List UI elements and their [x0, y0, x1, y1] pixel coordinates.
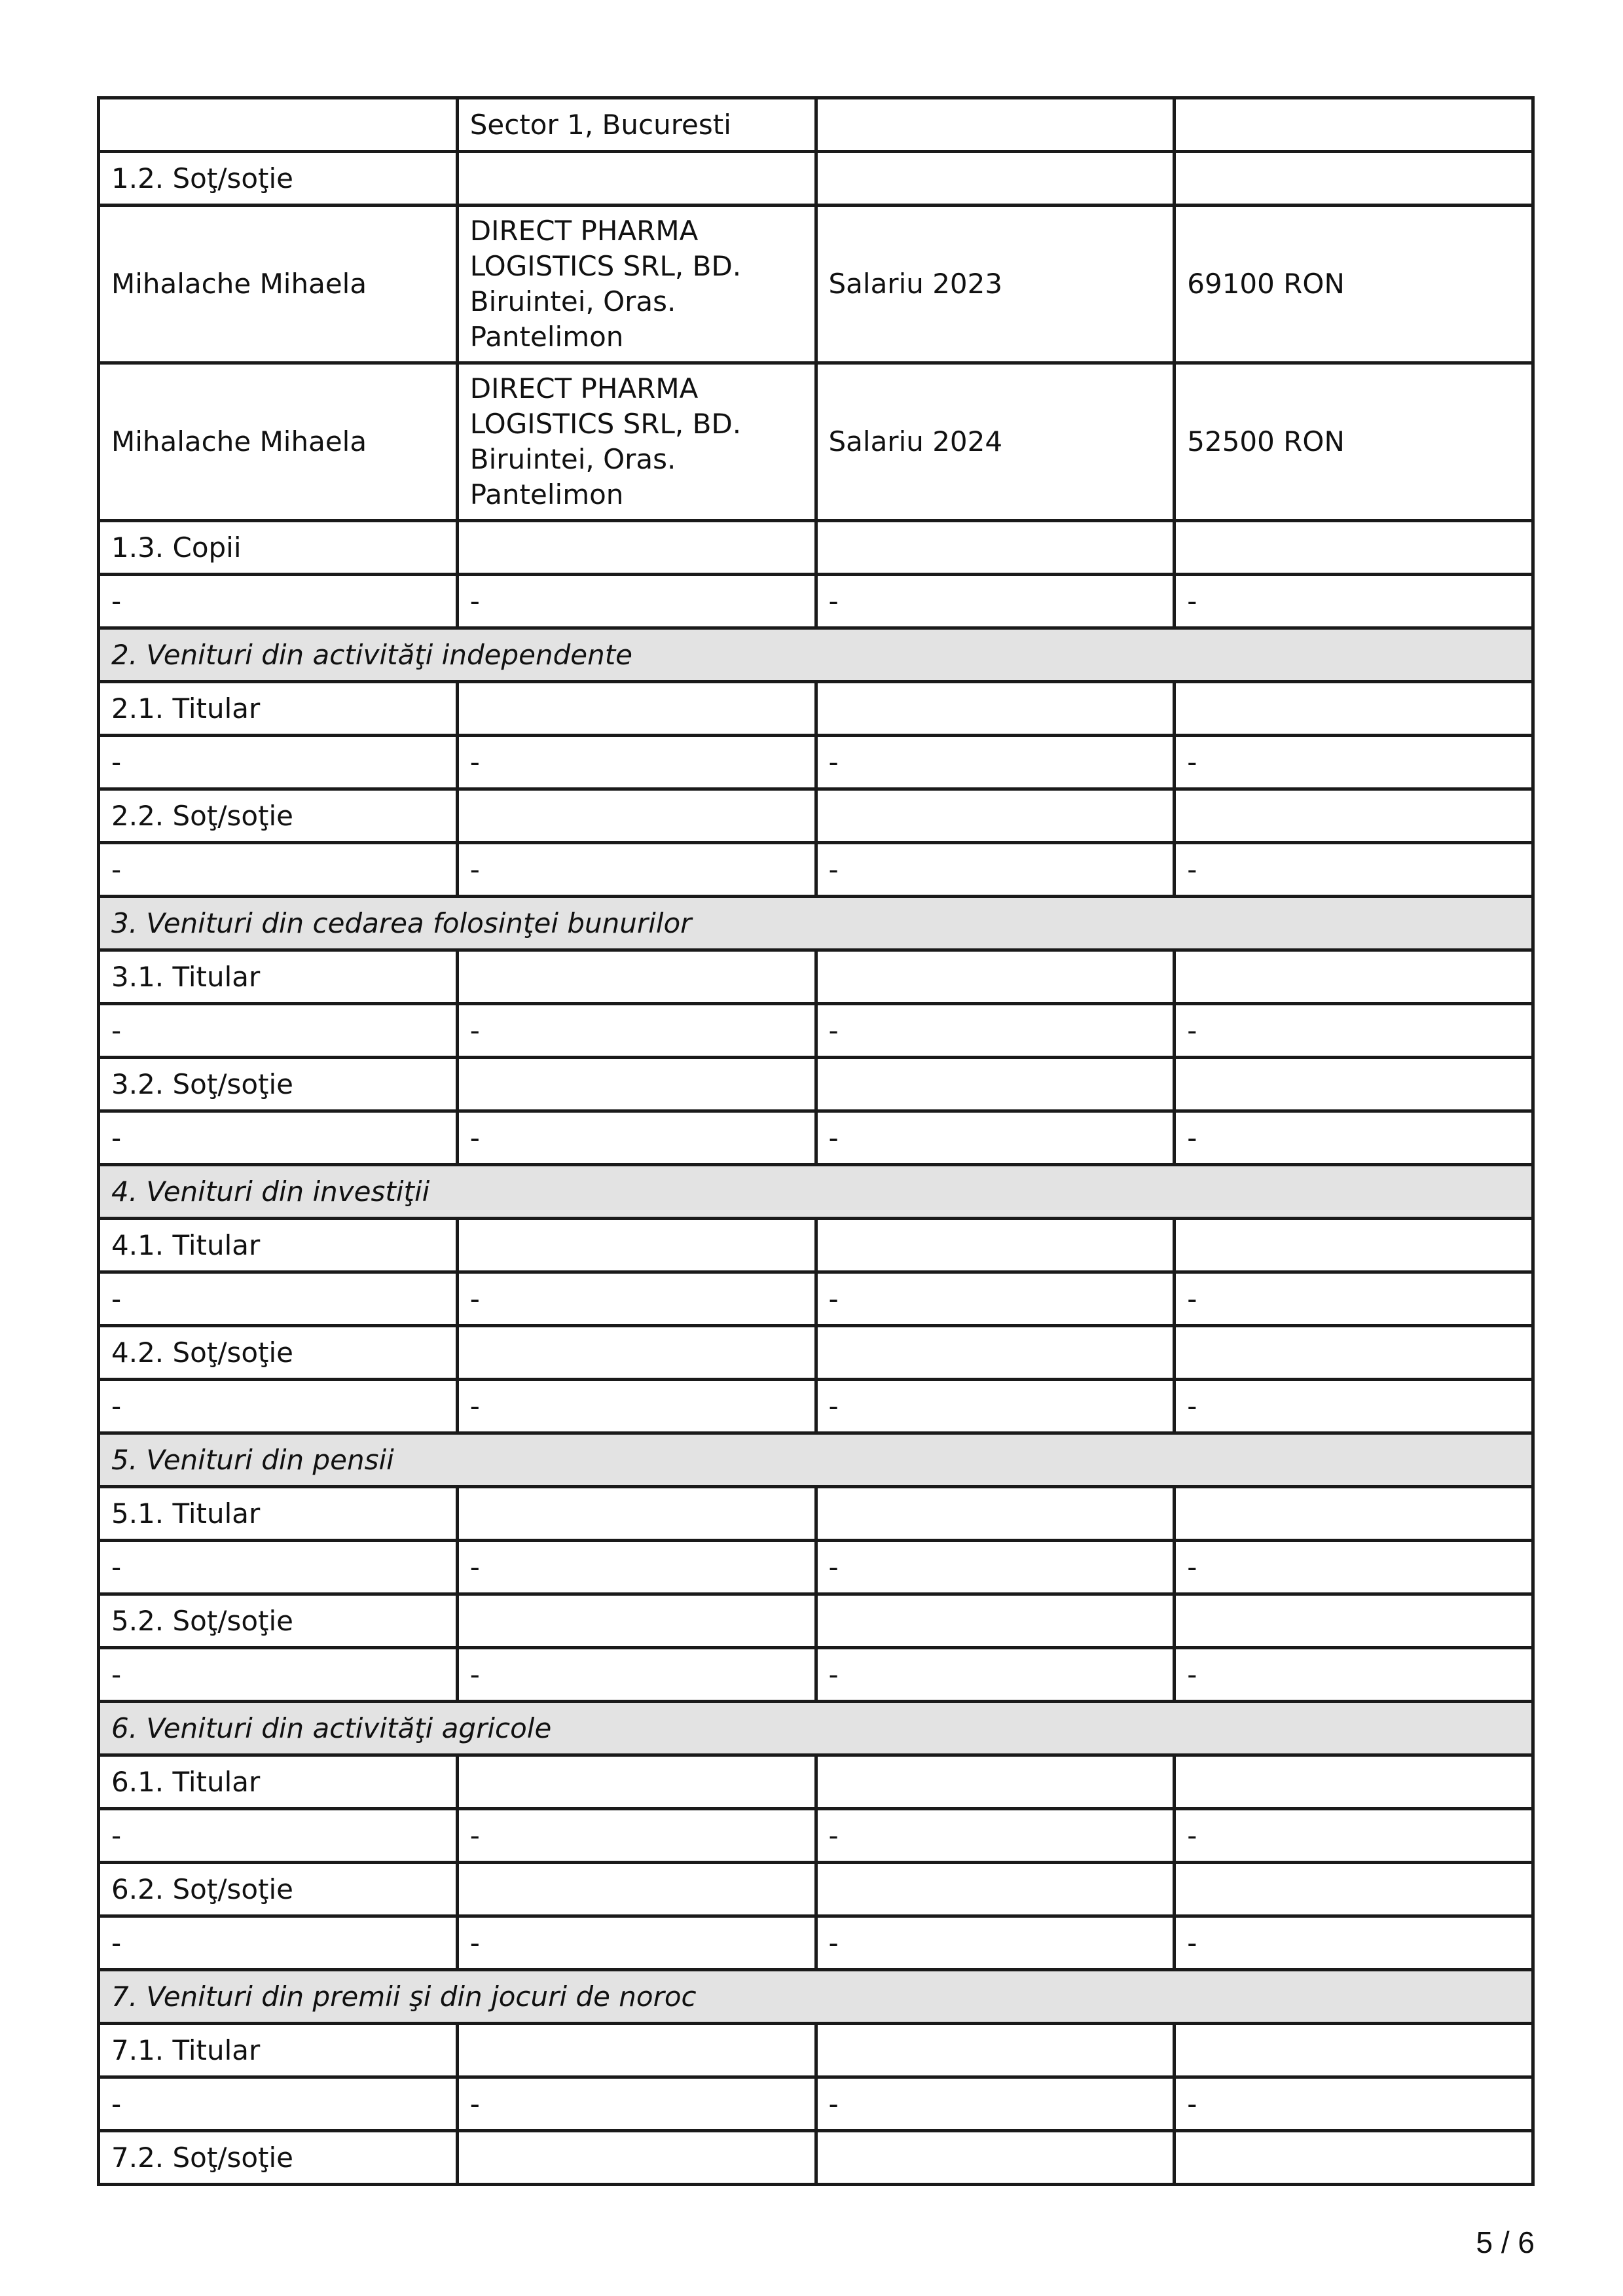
- cell-payer: [457, 1863, 816, 1916]
- cell-amount: [1175, 1058, 1533, 1111]
- cell-name: 7.2. Soţ/soţie: [99, 2131, 458, 2185]
- cell-amount: [1175, 2131, 1533, 2185]
- cell-name: -: [99, 1541, 458, 1594]
- cell-amount: [1175, 1863, 1533, 1916]
- cell-name: 4.1. Titular: [99, 1219, 458, 1272]
- cell-source: [816, 950, 1175, 1004]
- cell-name: -: [99, 1380, 458, 1433]
- cell-name: 5.1. Titular: [99, 1487, 458, 1541]
- cell-source: [816, 1326, 1175, 1380]
- section-header-row: [99, 1433, 1533, 1487]
- cell-amount: [1175, 152, 1533, 206]
- cell-source: [816, 682, 1175, 736]
- table-row: [99, 736, 1533, 789]
- cell-name: -: [99, 575, 458, 628]
- cell-source: -: [816, 1380, 1175, 1433]
- cell-name: 6.2. Soţ/soţie: [99, 1863, 458, 1916]
- cell-source: Salariu 2023: [816, 206, 1175, 363]
- cell-name: 3.1. Titular: [99, 950, 458, 1004]
- table-row: [99, 1380, 1533, 1433]
- cell-payer: [457, 789, 816, 843]
- cell-name: [99, 98, 458, 152]
- table-row: [99, 1487, 1533, 1541]
- table-row: [99, 575, 1533, 628]
- cell-source: [816, 1219, 1175, 1272]
- cell-name: -: [99, 1111, 458, 1165]
- cell-payer: [457, 1058, 816, 1111]
- cell-payer: -: [457, 1380, 816, 1433]
- cell-source: -: [816, 1004, 1175, 1058]
- cell-amount: -: [1175, 2077, 1533, 2131]
- table-row: [99, 1272, 1533, 1326]
- cell-source: -: [816, 1916, 1175, 1970]
- cell-source: -: [816, 1272, 1175, 1326]
- table-row: [99, 2131, 1533, 2185]
- cell-amount: [1175, 2024, 1533, 2077]
- cell-amount: [1175, 1326, 1533, 1380]
- section-title: 2. Venituri din activităţi independente: [99, 628, 1533, 682]
- cell-payer: [457, 950, 816, 1004]
- cell-amount: [1175, 789, 1533, 843]
- table-row: [99, 363, 1533, 521]
- cell-name: -: [99, 1916, 458, 1970]
- cell-name: 5.2. Soţ/soţie: [99, 1594, 458, 1648]
- cell-amount: [1175, 1487, 1533, 1541]
- cell-amount: -: [1175, 1648, 1533, 1702]
- cell-source: [816, 98, 1175, 152]
- cell-name: 4.2. Soţ/soţie: [99, 1326, 458, 1380]
- cell-name: -: [99, 2077, 458, 2131]
- table-row: [99, 2077, 1533, 2131]
- cell-amount: -: [1175, 1004, 1533, 1058]
- cell-payer: -: [457, 575, 816, 628]
- table-row: [99, 1594, 1533, 1648]
- cell-amount: -: [1175, 1809, 1533, 1863]
- table-row: [99, 789, 1533, 843]
- table-row: [99, 1809, 1533, 1863]
- income-table: [97, 96, 1535, 2186]
- cell-source: [816, 1487, 1175, 1541]
- cell-payer: [457, 1487, 816, 1541]
- cell-amount: [1175, 950, 1533, 1004]
- section-header-row: [99, 1702, 1533, 1755]
- section-title: 3. Venituri din cedarea folosinţei bunurilor: [99, 897, 1533, 950]
- cell-name: 3.2. Soţ/soţie: [99, 1058, 458, 1111]
- cell-amount: [1175, 98, 1533, 152]
- cell-name: 2.2. Soţ/soţie: [99, 789, 458, 843]
- table-row: [99, 1863, 1533, 1916]
- table-row: [99, 843, 1533, 897]
- cell-name: 7.1. Titular: [99, 2024, 458, 2077]
- section-header-row: [99, 1165, 1533, 1219]
- cell-source: -: [816, 843, 1175, 897]
- cell-amount: -: [1175, 1111, 1533, 1165]
- cell-source: [816, 521, 1175, 575]
- cell-payer: DIRECT PHARMA LOGISTICS SRL, BD. Biruintei, Oras. Pantelimon: [457, 206, 816, 363]
- cell-source: [816, 2024, 1175, 2077]
- cell-payer: -: [457, 1272, 816, 1326]
- cell-payer: [457, 2131, 816, 2185]
- cell-amount: -: [1175, 736, 1533, 789]
- cell-payer: -: [457, 843, 816, 897]
- cell-source: -: [816, 1809, 1175, 1863]
- cell-name: -: [99, 1272, 458, 1326]
- section-title: 6. Venituri din activităţi agricole: [99, 1702, 1533, 1755]
- cell-payer: -: [457, 1004, 816, 1058]
- cell-amount: [1175, 682, 1533, 736]
- cell-name: 6.1. Titular: [99, 1755, 458, 1809]
- table-row: [99, 98, 1533, 152]
- cell-name: -: [99, 1648, 458, 1702]
- cell-payer: -: [457, 1111, 816, 1165]
- cell-amount: [1175, 521, 1533, 575]
- cell-amount: -: [1175, 1916, 1533, 1970]
- table-row: [99, 1648, 1533, 1702]
- table-row: [99, 1219, 1533, 1272]
- cell-payer: -: [457, 736, 816, 789]
- cell-name: Mihalache Mihaela: [99, 206, 458, 363]
- table-row: [99, 1004, 1533, 1058]
- cell-source: -: [816, 1541, 1175, 1594]
- cell-source: [816, 2131, 1175, 2185]
- table-row: [99, 682, 1533, 736]
- cell-payer: [457, 1219, 816, 1272]
- section-header-row: [99, 628, 1533, 682]
- cell-amount: -: [1175, 575, 1533, 628]
- cell-source: -: [816, 575, 1175, 628]
- cell-amount: 69100 RON: [1175, 206, 1533, 363]
- cell-name: -: [99, 736, 458, 789]
- cell-name: 1.3. Copii: [99, 521, 458, 575]
- cell-payer: [457, 521, 816, 575]
- cell-payer: Sector 1, Bucuresti: [457, 98, 816, 152]
- table-row: [99, 2024, 1533, 2077]
- cell-payer: [457, 1326, 816, 1380]
- table-row: [99, 152, 1533, 206]
- cell-source: -: [816, 736, 1175, 789]
- cell-payer: -: [457, 1809, 816, 1863]
- cell-amount: [1175, 1219, 1533, 1272]
- cell-amount: -: [1175, 1541, 1533, 1594]
- cell-name: -: [99, 843, 458, 897]
- cell-payer: [457, 2024, 816, 2077]
- table-row: [99, 206, 1533, 363]
- cell-source: [816, 1594, 1175, 1648]
- table-row: [99, 1916, 1533, 1970]
- section-title: 5. Venituri din pensii: [99, 1433, 1533, 1487]
- cell-payer: DIRECT PHARMA LOGISTICS SRL, BD. Biruintei, Oras. Pantelimon: [457, 363, 816, 521]
- cell-amount: [1175, 1755, 1533, 1809]
- table-row: [99, 1111, 1533, 1165]
- cell-payer: -: [457, 2077, 816, 2131]
- section-header-row: [99, 1970, 1533, 2024]
- cell-payer: [457, 1755, 816, 1809]
- cell-payer: [457, 1594, 816, 1648]
- cell-payer: -: [457, 1648, 816, 1702]
- cell-name: 2.1. Titular: [99, 682, 458, 736]
- cell-source: [816, 1058, 1175, 1111]
- table-row: [99, 1755, 1533, 1809]
- table-row: [99, 1058, 1533, 1111]
- cell-name: 1.2. Soţ/soţie: [99, 152, 458, 206]
- cell-amount: [1175, 1594, 1533, 1648]
- cell-amount: -: [1175, 1380, 1533, 1433]
- income-table-body: [99, 98, 1533, 2185]
- table-row: [99, 950, 1533, 1004]
- cell-payer: [457, 682, 816, 736]
- cell-source: [816, 152, 1175, 206]
- cell-source: -: [816, 1111, 1175, 1165]
- section-title: 4. Venituri din investiţii: [99, 1165, 1533, 1219]
- cell-source: [816, 1755, 1175, 1809]
- section-header-row: [99, 897, 1533, 950]
- section-title: 7. Venituri din premii şi din jocuri de noroc: [99, 1970, 1533, 2024]
- cell-name: -: [99, 1809, 458, 1863]
- page-number: 5 / 6: [1476, 2225, 1535, 2259]
- cell-amount: 52500 RON: [1175, 363, 1533, 521]
- cell-name: -: [99, 1004, 458, 1058]
- table-row: [99, 1326, 1533, 1380]
- cell-name: Mihalache Mihaela: [99, 363, 458, 521]
- cell-payer: [457, 152, 816, 206]
- cell-source: Salariu 2024: [816, 363, 1175, 521]
- cell-amount: -: [1175, 1272, 1533, 1326]
- cell-payer: -: [457, 1916, 816, 1970]
- cell-source: -: [816, 2077, 1175, 2131]
- cell-source: -: [816, 1648, 1175, 1702]
- cell-source: [816, 789, 1175, 843]
- table-row: [99, 1541, 1533, 1594]
- cell-payer: -: [457, 1541, 816, 1594]
- cell-source: [816, 1863, 1175, 1916]
- cell-amount: -: [1175, 843, 1533, 897]
- table-row: [99, 521, 1533, 575]
